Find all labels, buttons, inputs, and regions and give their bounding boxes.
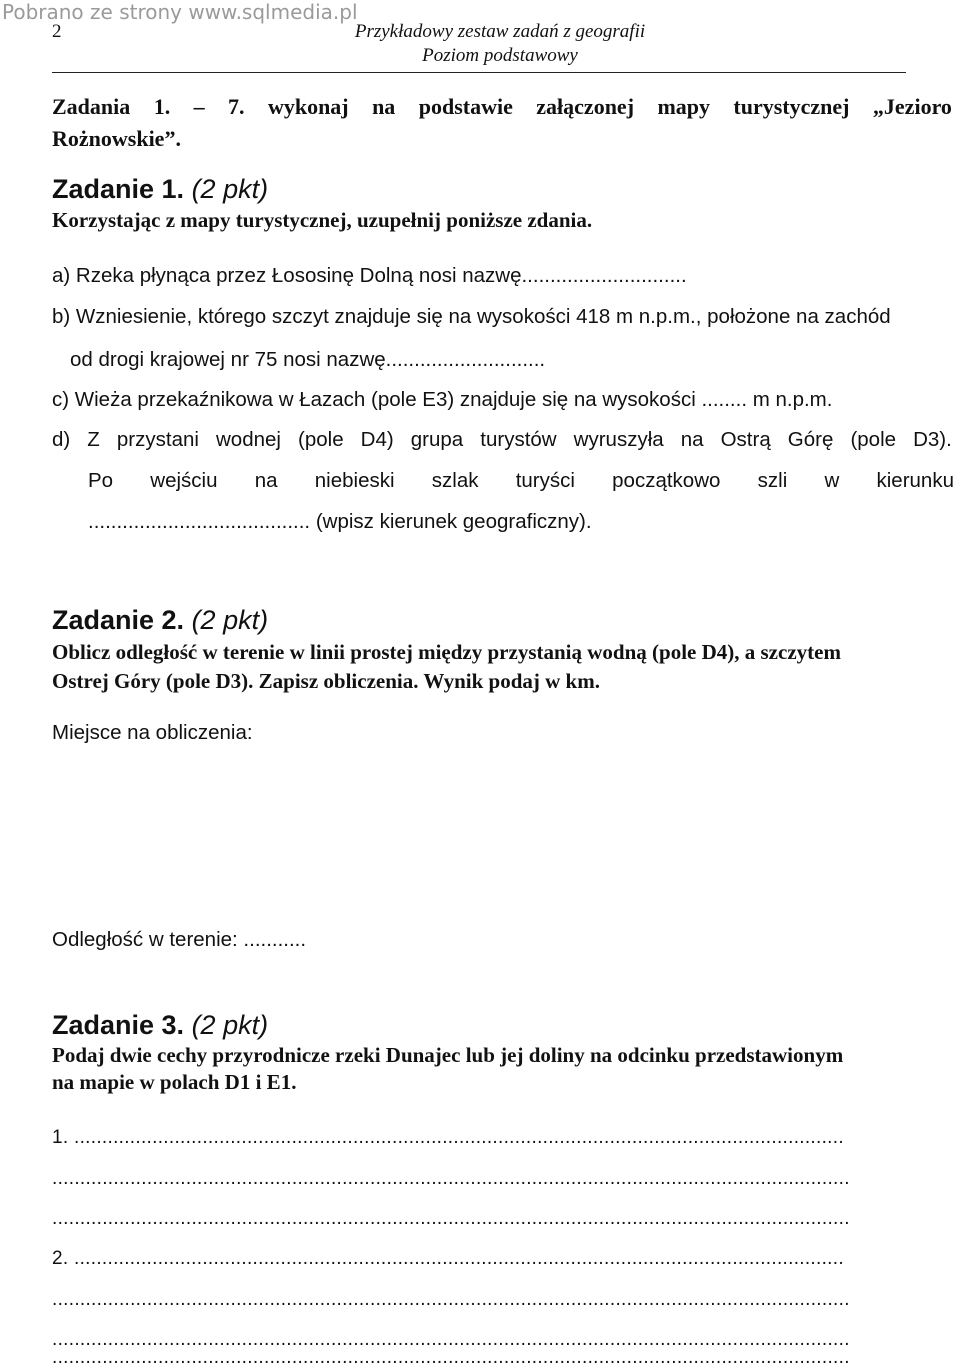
answer-line[interactable]: ............................................................................................................................................... xyxy=(52,1329,850,1350)
task1-item-d-line3: ....................................... (wpisz kierunek geograficzny). xyxy=(88,510,592,533)
task1-d1_words-word: (pole xyxy=(298,428,344,451)
task3-title: Zadanie 3. xyxy=(52,1010,185,1040)
header-subtitle: Poziom podstawowy xyxy=(422,45,578,66)
task1-points: (2 pkt) xyxy=(191,174,269,204)
intro-line-2: Rożnowskie”. xyxy=(52,126,181,151)
task1-instruction: Korzystając z mapy turystycznej, uzupełnij poniższe zdania. xyxy=(52,208,593,232)
task1-d2_words-word: na xyxy=(254,469,278,492)
task1-item-d-line1 xyxy=(52,428,952,452)
task1-d1_words-word: Z xyxy=(87,428,100,451)
task1-item-b-line2: od drogi krajowej nr 75 nosi nazwę............................ xyxy=(70,348,546,371)
header-title: Przykładowy zestaw zadań z geografii xyxy=(354,21,646,42)
header-rule xyxy=(52,72,906,73)
intro-line1_words-word: wykonaj xyxy=(267,94,349,119)
task1-heading xyxy=(52,174,268,205)
task1-d1_words-word: Górę xyxy=(787,428,834,451)
answer-line[interactable]: ............................................................................................................................................... xyxy=(52,1347,850,1368)
task1-item-b-line1: b) Wzniesienie, którego szczyt znajduje się na wysokości 418 m n.p.m., położone na zachód xyxy=(52,305,891,328)
intro-line1_words-word: 7. xyxy=(228,94,245,119)
task2-points: (2 pkt) xyxy=(191,605,269,635)
answer-line[interactable]: 2. .......................................................................................................................................... xyxy=(52,1248,844,1269)
task1-d1_words-word: wyruszyła xyxy=(573,428,664,451)
task1-d1_words-word: D4) xyxy=(360,428,394,451)
task3-points: (2 pkt) xyxy=(191,1010,269,1040)
answer-line[interactable]: ............................................................................................................................................... xyxy=(52,1168,850,1189)
intro-line1_words-word: podstawie xyxy=(418,94,513,119)
task1-d2_words-word: początkowo xyxy=(612,469,721,492)
intro-line1_words-word: załączonej xyxy=(536,94,635,119)
task1-d1_words-word: Ostrą xyxy=(720,428,771,451)
intro-line-1 xyxy=(52,91,952,123)
task1-d1_words-word: wodnej xyxy=(215,428,281,451)
task3-instruction-line2: na mapie w polach D1 i E1. xyxy=(52,1070,297,1094)
answer-line[interactable]: ............................................................................................................................................... xyxy=(52,1208,850,1229)
task1-d2_words-word: turyści xyxy=(515,469,575,492)
watermark: Pobrano ze strony www.sqlmedia.pl xyxy=(2,0,358,24)
calculation-label: Miejsce na obliczenia: xyxy=(52,721,253,744)
task1-d1_words-word: d) xyxy=(52,428,71,451)
task3-heading xyxy=(52,1010,268,1041)
task1-d1_words-word: na xyxy=(680,428,704,451)
task2-title: Zadanie 2. xyxy=(52,605,185,635)
intro-line1_words-word: mapy xyxy=(657,94,710,119)
task1-d2_words-word: szli xyxy=(757,469,788,492)
task1-d1_words-word: grupa xyxy=(410,428,464,451)
intro-line1_words-word: – xyxy=(193,94,205,119)
task1-d2_words-word: niebieski xyxy=(314,469,395,492)
task1-d2_words-word: wejściu xyxy=(150,469,218,492)
intro-line1_words-word: na xyxy=(372,94,396,119)
task1-item-d-line2 xyxy=(88,469,954,493)
task1-d2_words-word: kierunku xyxy=(876,469,954,492)
task1-item-c: c) Wieża przekaźnikowa w Łazach (pole E3) znajduje się na wysokości ........ m n.p.m. xyxy=(52,388,833,411)
task2-instruction-line2: Ostrej Góry (pole D3). Zapisz obliczenia. Wynik podaj w km. xyxy=(52,669,600,693)
task1-item-a: a) Rzeka płynąca przez Łososinę Dolną nosi nazwę............................. xyxy=(52,264,687,287)
task1-d2_words-word: Po xyxy=(88,469,114,492)
intro-line1_words-word: Zadania xyxy=(52,94,131,119)
task3-instruction-line1: Podaj dwie cechy przyrodnicze rzeki Dunajec lub jej doliny na odcinku przedstawionym xyxy=(52,1043,844,1067)
page-number: 2 xyxy=(52,21,62,42)
task1-title: Zadanie 1. xyxy=(52,174,185,204)
intro-line1_words-word: „Jezioro xyxy=(872,94,952,119)
task2-instruction-line1: Oblicz odległość w terenie w linii prostej między przystanią wodną (pole D4), a szczytem xyxy=(52,640,841,664)
answer-line[interactable]: ............................................................................................................................................... xyxy=(52,1289,850,1310)
task1-d1_words-word: (pole xyxy=(850,428,897,451)
intro-line1_words-word: turystycznej xyxy=(733,94,850,119)
task1-d1_words-word: turystów xyxy=(480,428,557,451)
answer-line[interactable]: 1. .......................................................................................................................................... xyxy=(52,1127,844,1148)
task2-heading xyxy=(52,605,268,636)
task1-d1_words-word: D3). xyxy=(913,428,952,451)
task1-d1_words-word: przystani xyxy=(116,428,199,451)
task1-d2_words-word: w xyxy=(824,469,840,492)
task1-d2_words-word: szlak xyxy=(431,469,479,492)
distance-result: Odległość w terenie: ........... xyxy=(52,928,307,951)
intro-instruction xyxy=(52,91,952,155)
intro-line1_words-word: 1. xyxy=(153,94,171,119)
